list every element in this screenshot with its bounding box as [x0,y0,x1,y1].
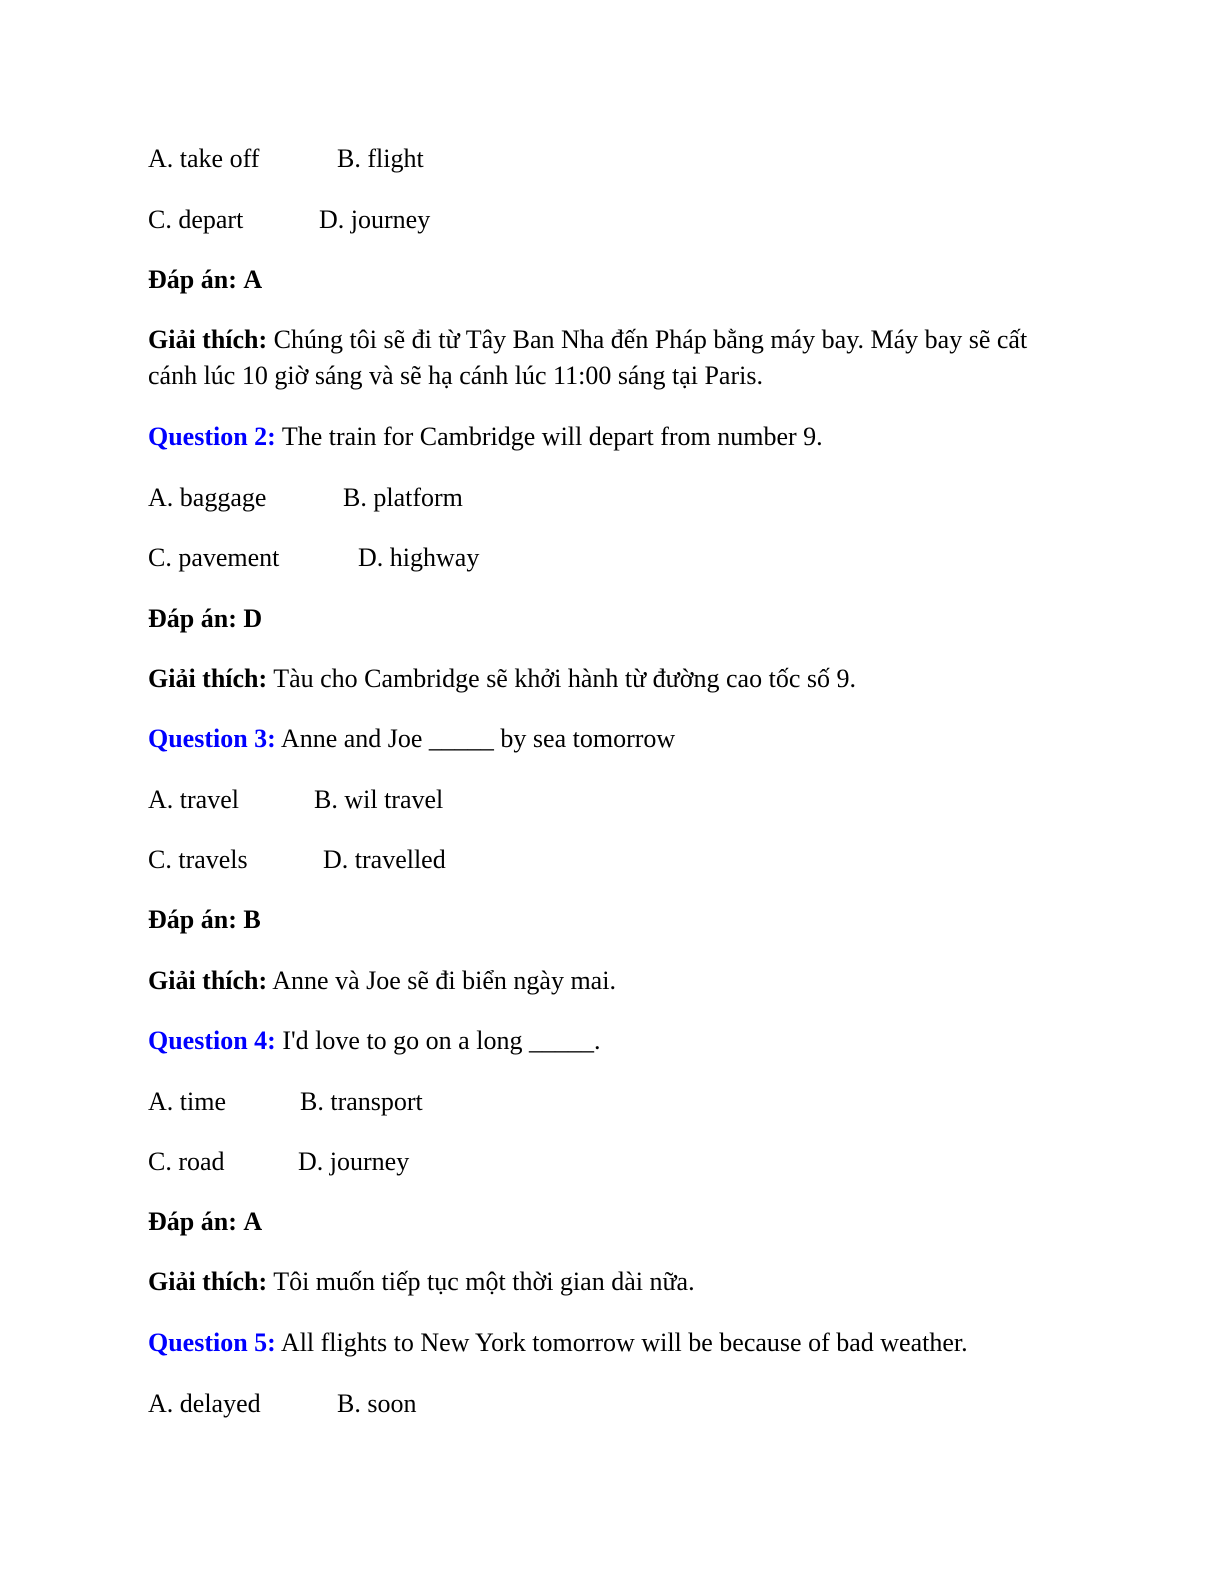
q3-explanation [148,963,616,999]
explanation-label: Giải thích: [148,325,268,354]
q1-option-b: B. flight [337,144,424,173]
question-text: The train for Cambridge will depart from number 9. [281,422,823,451]
q3-option-b: B. wil travel [314,785,444,814]
q4-options-ab [148,1084,423,1120]
q5-option-b: B. soon [337,1389,417,1418]
answer-value: A [243,265,263,294]
q5-option-a: A. delayed [148,1389,261,1418]
question-text: I'd love to go on a long _____. [282,1026,601,1055]
q2-option-d: D. highway [358,543,480,572]
q3-options-cd [148,842,446,878]
explanation-label: Giải thích: [148,1267,268,1296]
q3-option-a: A. travel [148,785,239,814]
explanation-label: Giải thích: [148,966,268,995]
q5-options-ab [148,1386,417,1422]
question-2 [148,419,823,455]
q2-options-cd [148,540,480,576]
answer-label: Đáp án: [148,905,237,934]
question-label: Question 4: [148,1026,276,1055]
explanation-text: Tàu cho Cambridge sẽ khởi hành từ đường cao tốc số 9. [273,664,856,693]
explanation-text: Anne và Joe sẽ đi biển ngày mai. [272,966,616,995]
q4-option-b: B. transport [300,1087,423,1116]
q3-option-d: D. travelled [323,845,446,874]
q1-option-d: D. journey [319,205,431,234]
question-label: Question 3: [148,724,276,753]
q1-options-cd [148,202,431,238]
q2-answer [148,601,262,637]
question-label: Question 5: [148,1328,276,1357]
question-text: All flights to New York tomorrow will be because of bad weather. [280,1328,968,1357]
q4-option-d: D. journey [298,1147,410,1176]
answer-value: A [243,1207,263,1236]
q1-option-c: C. depart [148,205,244,234]
q2-option-c: C. pavement [148,543,280,572]
question-label: Question 2: [148,422,276,451]
q2-explanation [148,661,856,697]
explanation-text: Tôi muốn tiếp tục một thời gian dài nữa. [273,1267,695,1296]
q3-answer [148,902,261,938]
question-text: Anne and Joe _____ by sea tomorrow [280,724,676,753]
answer-value: B [243,905,261,934]
q2-option-b: B. platform [343,483,463,512]
question-3 [148,721,675,757]
q1-options-ab [148,141,424,177]
question-5 [148,1325,968,1361]
q4-options-cd [148,1144,410,1180]
q4-answer [148,1204,262,1240]
explanation-text: Chúng tôi sẽ đi từ Tây Ban Nha đến Pháp bằng máy bay. Máy bay sẽ cất cánh lúc 10 giờ sáng và sẽ hạ cánh lúc 11:00 sáng tại Paris. [148,325,1028,390]
q4-option-c: C. road [148,1147,225,1176]
q1-explanation [148,322,1078,394]
question-4 [148,1023,600,1059]
answer-value: D [243,604,263,633]
answer-label: Đáp án: [148,265,237,294]
explanation-label: Giải thích: [148,664,268,693]
q4-option-a: A. time [148,1087,226,1116]
q3-option-c: C. travels [148,845,248,874]
q1-answer [148,262,262,298]
q2-option-a: A. baggage [148,483,267,512]
q2-options-ab [148,480,463,516]
answer-label: Đáp án: [148,1207,237,1236]
q4-explanation [148,1264,695,1300]
answer-label: Đáp án: [148,604,237,633]
q1-option-a: A. take off [148,144,260,173]
q3-options-ab [148,782,444,818]
